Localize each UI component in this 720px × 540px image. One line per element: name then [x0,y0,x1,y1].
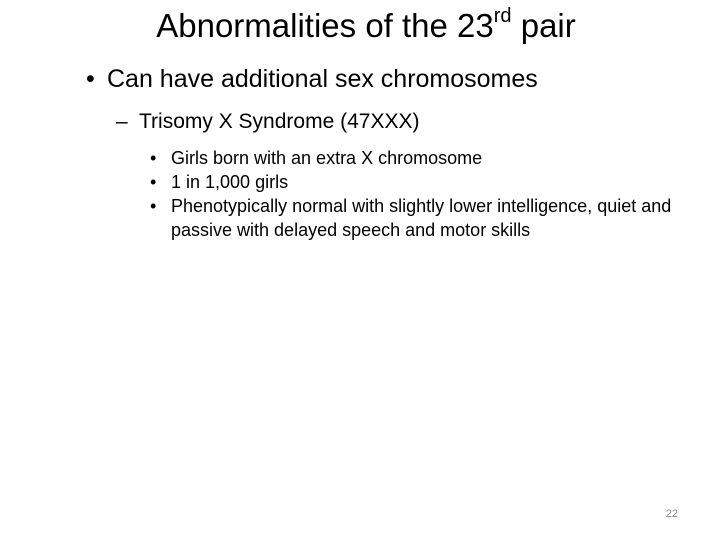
title-superscript: rd [493,5,512,27]
slide-title [0,4,720,48]
bullet-level-1 [86,63,538,95]
sub-bullet-item [150,146,710,170]
sub-bullet-item [150,194,710,242]
page-number: 22 [665,508,678,520]
title-text-end: pair [511,7,576,44]
bullet-text: 1 in 1,000 girls [171,172,289,192]
bullet-text: Trisomy X Syndrome (47XXX) [139,110,420,133]
sub-bullet-list [150,146,710,242]
bullet-text: Can have additional sex chromosomes [107,65,538,93]
bullet-marker: • [150,196,157,216]
bullet-level-2 [116,108,419,136]
bullet-marker: • [86,65,95,93]
sub-bullet-item [150,170,710,194]
bullet-marker: • [150,172,157,192]
title-text: Abnormalities of the 23 [156,7,494,44]
bullet-text: Girls born with an extra X chromosome [171,148,483,168]
bullet-text: Phenotypically normal with slightly lower intelligence, quiet and passive with delayed speech and motor skills [171,196,672,240]
bullet-marker: • [150,148,157,168]
dash-marker: – [116,110,128,133]
